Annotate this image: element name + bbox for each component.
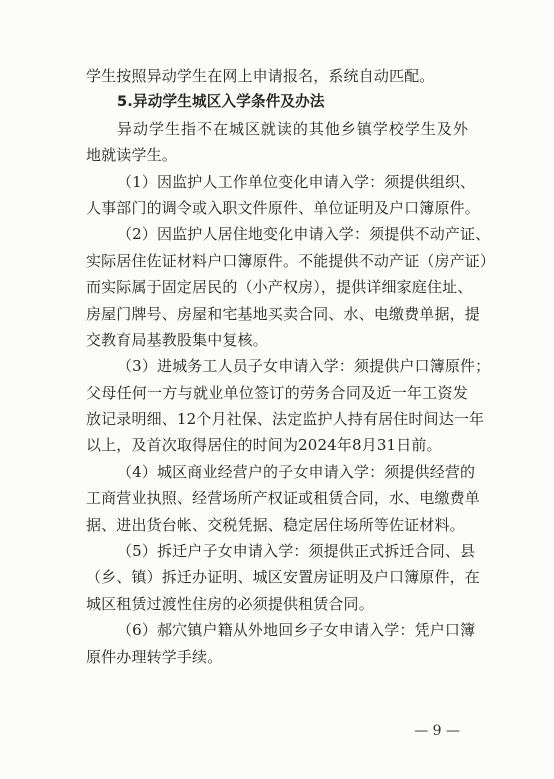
paragraph-line: （6）郝穴镇户籍从外地回乡子女申请入学：凭户口簿 <box>117 621 476 640</box>
paragraph-line: （1）因监护人工作单位变化申请入学：须提供组织、 <box>117 172 476 191</box>
paragraph-line: （3）进城务工人员子女申请入学：须提供户口簿原件； <box>117 357 491 376</box>
section-heading: 5.异动学生城区入学条件及办法 <box>117 93 325 111</box>
paragraph-line: 放记录明细、12个月社保、法定监护人持有居住时间达一年 <box>86 410 485 429</box>
paragraph-line: 城区租赁过渡性住房的必须提供租赁合同。 <box>86 594 374 613</box>
document-body <box>86 63 496 670</box>
paragraph-line: （5）拆迁户子女申请入学：须提供正式拆迁合同、县 <box>117 542 476 561</box>
paragraph-line: 而实际属于固定居民的（小产权房），提供详细家庭住址、 <box>86 278 473 297</box>
page-number: — 9 — <box>414 723 460 739</box>
paragraph-line: 房屋门牌号、房屋和宅基地买卖合同、水、电缴费单据，提 <box>86 304 480 323</box>
paragraph-line: （4）城区商业经营户的子女申请入学：须提供经营的 <box>117 462 476 481</box>
paragraph-line: 人事部门的调令或入职文件原件、单位证明及户口簿原件。 <box>86 198 480 217</box>
paragraph-line: 交教育局基教股集中复核。 <box>86 330 268 349</box>
paragraph-line: 父母任何一方与就业单位签订的劳务合同及近一年工资发 <box>86 383 468 402</box>
paragraph-line: 地就读学生。 <box>86 146 177 165</box>
paragraph-line: （乡、镇）拆迁办证明、城区安置房证明及户口簿原件，在 <box>86 568 480 587</box>
paragraph-line: 异动学生指不在城区就读的其他乡镇学校学生及外 <box>117 119 468 138</box>
paragraph-line: 工商营业执照、经营场所产权证或租赁合同，水、电缴费单 <box>86 489 480 508</box>
paragraph-line: 以上，及首次取得居住的时间为2024年8月31日前。 <box>86 436 442 455</box>
paragraph-line: （2）因监护人居住地变化申请入学：须提供不动产证、 <box>117 225 491 244</box>
paragraph-line: 据、进出货台帐、交税凭据、稳定居住场所等佐证材料。 <box>86 515 465 534</box>
paragraph-line: 原件办理转学手续。 <box>86 647 223 666</box>
paragraph-line: 实际居住佐证材料户口簿原件。不能提供不动产证（房产证） <box>86 251 496 270</box>
body-line-1: 学生按照异动学生在网上申请报名，系统自动匹配。 <box>86 67 435 85</box>
